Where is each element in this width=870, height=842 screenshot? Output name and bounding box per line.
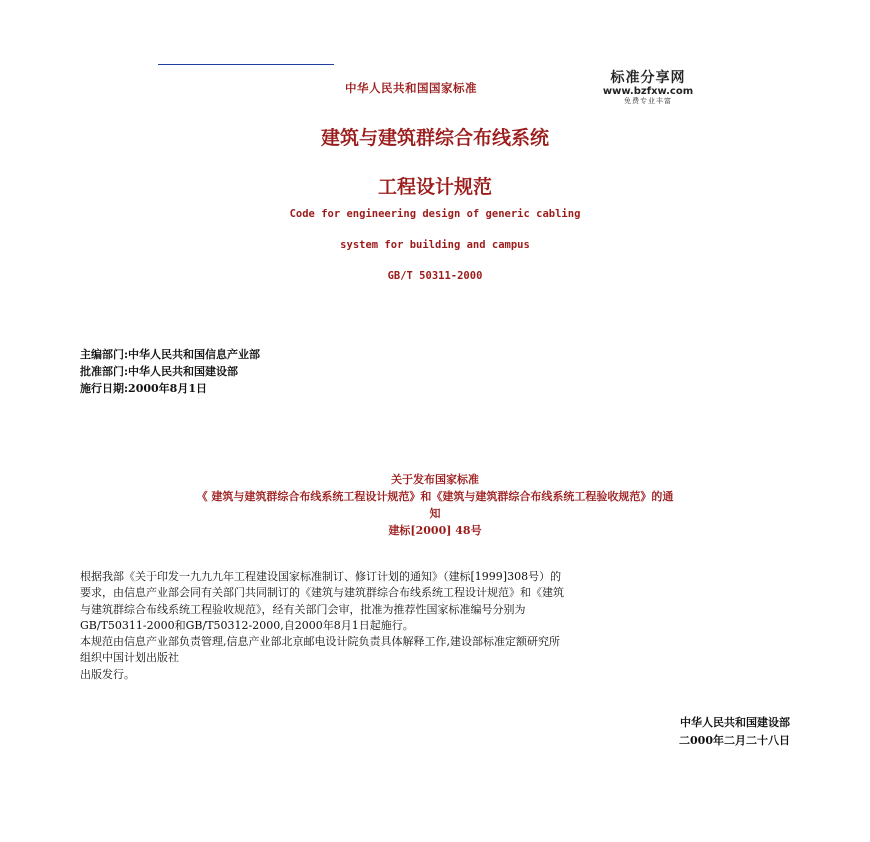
top-rule	[158, 64, 334, 65]
site-logo[interactable]	[588, 71, 708, 106]
english-title-line1: Code for engineering design of generic cabling	[289, 208, 581, 220]
body-line: 出版发行。	[80, 667, 135, 681]
editor-department: 主编部门:中华人民共和国信息产业部	[80, 348, 261, 361]
logo-main-text: 标准分享网	[610, 70, 686, 86]
title-line2-text: 工程设计规范	[377, 176, 492, 198]
signature-org: 中华人民共和国建设部	[680, 716, 790, 729]
notice-number: 建标[2000] 48号	[388, 524, 482, 537]
title-line1-text: 建筑与建筑群综合布线系统	[320, 127, 549, 149]
signature-date: 二000年二月二十八日	[679, 734, 790, 747]
body-line: 组织中国计划出版社	[80, 651, 179, 665]
notice-title-line: 《 建筑与建筑群综合布线系统工程设计规范》和《建筑与建筑群综合布线系统工程验收规范》的通	[196, 490, 674, 503]
document-title-line2	[0, 172, 870, 199]
notice-heading: 关于发布国家标准	[391, 473, 479, 486]
effective-date: 施行日期:2000年8月1日	[80, 382, 207, 395]
logo-slogan: 免费专业丰富	[624, 97, 672, 105]
standard-type-header: 中华人民共和国国家标准	[345, 81, 477, 95]
body-line: 根据我部《关于印发一九九九年工程建设国家标准制订、修订计划的通知》（建标[1999]308号）的	[80, 570, 562, 583]
logo-url: www.bzfxw.com	[602, 86, 694, 97]
standard-code: GB/T 50311-2000	[387, 270, 483, 282]
document-title-line1	[0, 123, 870, 150]
english-title-line2: system for building and campus	[340, 239, 530, 251]
body-line: 要求，由信息产业部会同有关部门共同制订的《建筑与建筑群综合布线系统工程设计规范》和《建筑	[80, 586, 564, 600]
notice-title-wrap: 知	[429, 507, 441, 520]
body-line: GB/T50311-2000和GB/T50312-2000,自2000年8月1日起施行。	[80, 618, 414, 632]
body-line: 本规范由信息产业部负责管理,信息产业部北京邮电设计院负责具体解释工作,建设部标准定额研究所	[80, 635, 560, 649]
approver-department: 批准部门:中华人民共和国建设部	[80, 365, 239, 378]
body-paragraph	[80, 569, 795, 683]
body-line: 与建筑群综合布线系统工程验收规范》，经有关部门会审，批准为推荐性国家标准编号分别为	[80, 602, 526, 616]
